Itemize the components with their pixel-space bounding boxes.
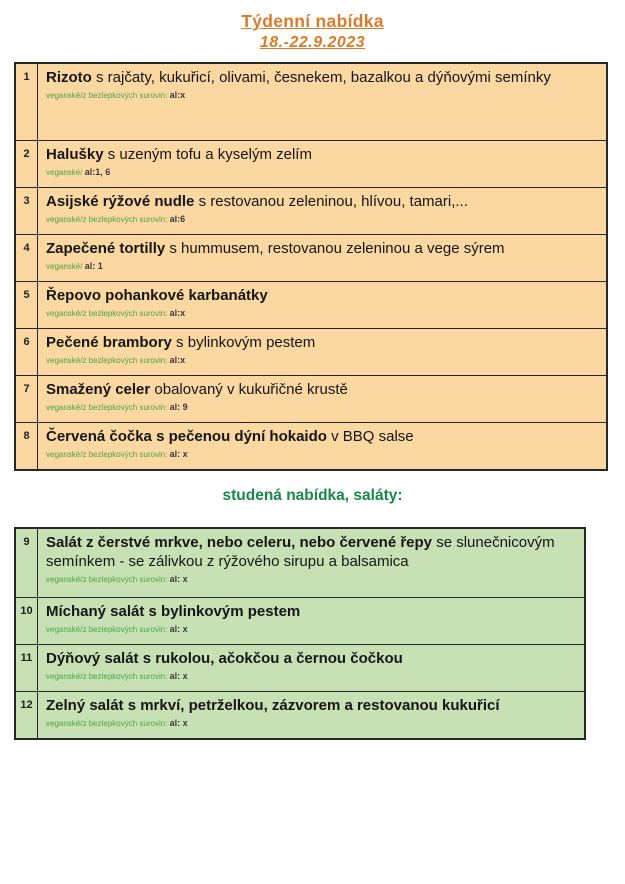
menu-item-title [46,697,576,716]
menu-item-title [46,428,591,447]
dish-description: s uzeným tofu a kyselým zelím [103,146,312,163]
menu-item-number: 8 [16,423,38,469]
vegan-label: veganské/z bezlepkových surovin: [46,718,168,728]
cold-menu-heading: studená nabídka, saláty: [222,487,403,504]
menu-item-title [46,146,591,165]
vegan-label: veganské/ [46,167,83,177]
menu-item-number: 3 [16,188,38,234]
allergen-info: al: x [169,670,188,681]
allergen-info: al: 9 [169,401,188,412]
menu-item-content [38,329,606,375]
dish-name: Pečené brambory [46,334,172,351]
vegan-label: veganské/z bezlepkových surovin: [46,449,168,459]
dish-name: Zelný salát s mrkví, petrželkou, zázvorem a restovanou kukuřicí [46,697,500,714]
menu-item-content [38,423,606,469]
dish-name: Smažený celer [46,381,151,398]
vegan-label: veganské/z bezlepkových surovin: [46,402,168,412]
menu-item-number: 4 [16,235,38,281]
menu-item-number: 1 [16,64,38,140]
dish-description: s bylinkovým pestem [171,334,316,351]
dish-name: Červená čočka s pečenou dýní hokaido [46,428,327,445]
dietary-info [46,402,598,413]
menu-item-content [38,64,606,140]
menu-item-title [46,193,591,212]
menu-row [16,375,606,422]
menu-item-title [46,534,576,572]
vegan-label: veganské/z bezlepkových surovin: [46,214,168,224]
dish-description: obalovaný v kukuřičné krustě [150,381,348,398]
dietary-info [46,214,598,225]
menu-row [16,597,584,644]
menu-item-content [38,188,606,234]
menu-item-number: 11 [16,645,38,691]
document-header [0,0,625,52]
allergen-info: al:x [169,354,186,365]
menu-row [16,328,606,375]
menu-row [16,644,584,691]
dietary-info [46,167,598,178]
menu-item-number: 7 [16,376,38,422]
menu-row [16,234,606,281]
dish-name: Dýňový salát s rukolou, ačokčou a černou čočkou [46,650,403,667]
dietary-info [46,261,598,272]
dish-description: s hummusem, restovanou zeleninou a vege sýrem [165,240,505,257]
menu-row [16,529,584,597]
dish-name: Míchaný salát s bylinkovým pestem [46,603,301,620]
cold-menu-table [14,527,586,740]
menu-item-number: 6 [16,329,38,375]
menu-item-content [38,692,584,738]
menu-item-number: 5 [16,282,38,328]
menu-item-number: 12 [16,692,38,738]
dish-name: Rizoto [46,69,92,86]
dish-name: Řepovo pohankové karbanátky [46,287,268,304]
allergen-info: al: x [169,623,188,634]
menu-item-content [38,598,584,644]
dietary-info [46,624,576,635]
menu-row [16,64,606,140]
page-title: Týdenní nabídka [241,11,384,31]
menu-item-number: 10 [16,598,38,644]
dish-description: v BBQ salse [326,428,414,445]
menu-item-content [38,645,584,691]
menu-item-title [46,381,591,400]
menu-item-title [46,287,591,306]
menu-item-title [46,69,591,88]
allergen-info: al: x [169,448,188,459]
dish-name: Asijské rýžové nudle [46,193,195,210]
vegan-label: veganské/z bezlepkových surovin: [46,90,168,100]
menu-item-title [46,334,591,353]
menu-item-title [46,240,591,259]
vegan-label: veganské/z bezlepkových surovin: [46,671,168,681]
dietary-info [46,574,576,585]
dish-description: s restovanou zeleninou, hlívou, tamari,... [194,193,468,210]
dietary-info [46,671,576,682]
allergen-info: al: x [169,573,188,584]
menu-row [16,187,606,234]
allergen-info: al: x [169,717,188,728]
menu-row [16,691,584,738]
menu-row [16,281,606,328]
dish-name: Zapečené tortilly [46,240,166,257]
menu-item-number: 2 [16,141,38,187]
menu-item-content [38,529,584,597]
dietary-info [46,308,598,319]
hot-menu-table [14,62,608,471]
dietary-info [46,90,598,101]
menu-row [16,140,606,187]
menu-item-content [38,141,606,187]
dietary-info [46,449,598,460]
menu-item-number: 9 [16,529,38,597]
vegan-label: veganské/z bezlepkových surovin: [46,308,168,318]
allergen-info: al:6 [169,213,186,224]
menu-item-content [38,235,606,281]
dietary-info [46,718,576,729]
allergen-info: al:1, 6 [84,166,111,177]
dish-description: se slunečnicovým semínkem - se zálivkou z rýžového sirupu a balsamica [46,534,555,570]
menu-item-title [46,603,576,622]
menu-item-content [38,282,606,328]
dietary-info [46,355,598,366]
vegan-label: veganské/z bezlepkových surovin: [46,355,168,365]
vegan-label: veganské/z bezlepkových surovin: [46,574,168,584]
menu-item-title [46,650,576,669]
dish-name: Salát z čerstvé mrkve, nebo celeru, nebo červené řepy [46,534,433,551]
menu-item-content [38,376,606,422]
vegan-label: veganské/ [46,261,83,271]
dish-name: Halušky [46,146,104,163]
allergen-info: al: 1 [84,260,103,271]
allergen-info: al:x [169,89,186,100]
dish-description: s rajčaty, kukuřicí, olivami, česnekem, bazalkou a dýňovými semínky [91,69,551,86]
date-range: 18.-22.9.2023 [259,34,366,51]
menu-row [16,422,606,469]
allergen-info: al:x [169,307,186,318]
vegan-label: veganské/z bezlepkových surovin: [46,624,168,634]
